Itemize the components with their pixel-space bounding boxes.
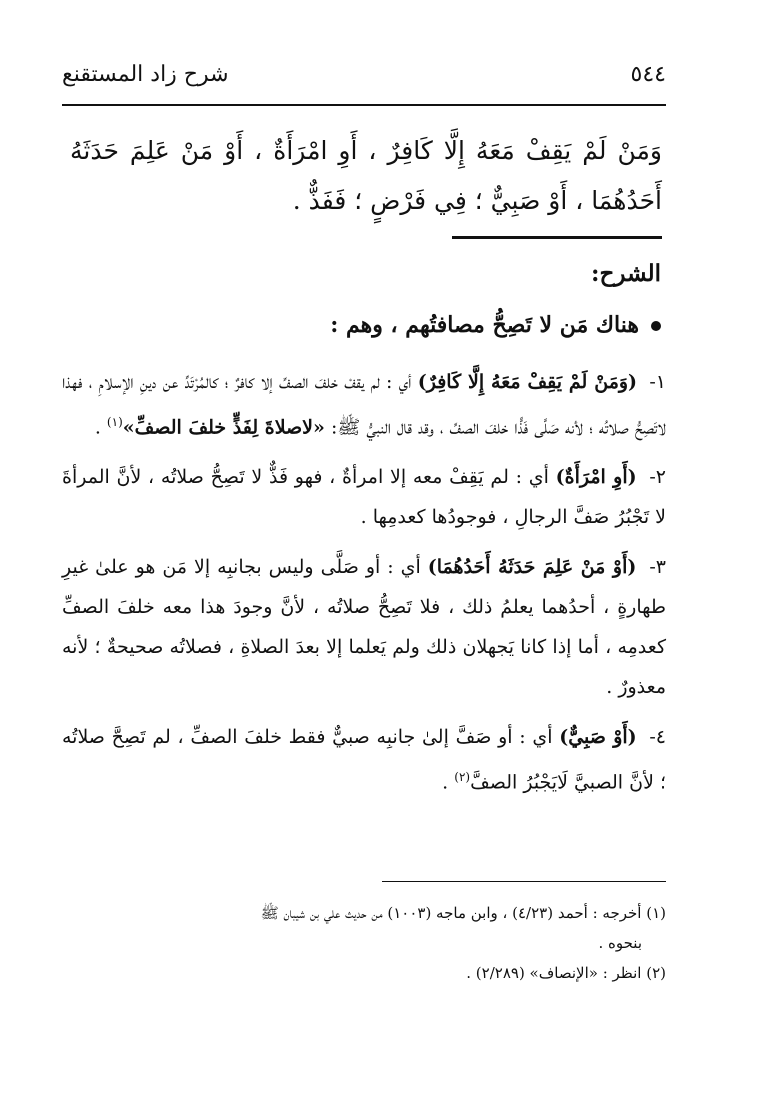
commentary-body xyxy=(62,362,666,813)
page-header xyxy=(62,62,666,102)
footnote-continuation: بنحوه . xyxy=(598,934,642,952)
commentary-paragraph xyxy=(62,717,666,802)
paragraph-lead: (وَمَنْ لَمْ يَقِفْ مَعَهُ إِلَّا كَافِرٌ) xyxy=(417,371,638,393)
footnote-ref: (١) xyxy=(106,415,123,429)
paragraph-end: . xyxy=(442,771,449,794)
paragraph-text: أي : أو صَفَّ إلىٰ جانبِه صبيٌّ فقط خلفَ الصفِّ ، لم تَصِحَّ صلاتُه ؛ لأنَّ الصبيَّ لَايَجْبُرُ الصفَّ xyxy=(62,726,666,794)
footnote xyxy=(62,898,666,958)
footnote-ref: (٢) xyxy=(454,770,471,785)
paragraph-number: ٤- xyxy=(649,726,667,749)
bullet-icon xyxy=(651,321,661,331)
page-number: ٥٤٤ xyxy=(630,62,666,87)
paragraph-number: ٢- xyxy=(649,466,666,489)
footnote-text: (١) أخرجه : أحمد (٤/٢٣) ، وابن ماجه (١٠٠٣) من حديث علي بن شيبان ﷺ xyxy=(260,904,666,922)
running-title: شرح زاد المستقنع xyxy=(62,62,229,87)
sharh-heading: الشرح: xyxy=(591,260,661,287)
paragraph-lead: (أَوْ مَنْ عَلِمَ حَدَثَهُ أَحَدُهُمَا) xyxy=(427,556,637,579)
paragraph-number: ١- xyxy=(649,371,667,393)
intro-line xyxy=(330,312,661,338)
commentary-paragraph xyxy=(62,547,666,707)
paragraph-text: أي : لم يقفْ خلفَ الصفِّ إلا كافرٌ ؛ كالمُرْتَدِّ عن دينِ الإسلامِ ، فهذا لاتَصِحُّ صلاتُه ؛ لأنه صَلَّى فَذًّا خلفَ الصفِّ ، وقد قال النبيُّ ﷺ: xyxy=(62,371,666,439)
matn-text: وَمَنْ لَمْ يَقِفْ مَعَهُ إِلَّا كَافِرٌ ، أَوِ امْرَأَةٌ ، أَوْ مَنْ عَلِمَ حَدَثَهُ أَحَدُهُمَا ، أَوْ صَبِيٌّ ؛ فِي فَرْضٍ ؛ فَفَذٌّ . xyxy=(70,136,662,215)
paragraph-lead: (أَوِ امْرَأَةٌ) xyxy=(555,466,637,489)
intro-text: هناك مَن لا تَصِحُّ مصافتُهم ، وهم : xyxy=(330,312,639,338)
footnote xyxy=(62,958,666,988)
paragraph-end: . xyxy=(94,416,101,439)
paragraph-text: أي : لم يَقِفْ معه إلا امرأةٌ ، فهو فَذٌّ لا تَصِحُّ صلاتُه ، لأنَّ المرأةَ لا تَجْبُرُ صَفَّ الرجالِ ، فوجودُها كعدمِها . xyxy=(62,466,666,529)
commentary-paragraph xyxy=(62,362,666,447)
commentary-paragraph xyxy=(62,457,666,537)
footnote-text: (٢) انظر : «الإنصاف» (٢/٢٨٩) . xyxy=(466,964,666,982)
matn-divider xyxy=(452,236,662,239)
paragraph-text: أي : أو صَلَّى وليس بجانبِه إلا مَن هو علىٰ غيرِ طهارةٍ ، أحدُهما يعلمُ ذلك ، فلا تَصِحُّ صلاتُه ، لأنَّ وجودَ هذا معه خلفَ الصفِّ كعدمِه ، أما إذا كانا يَجهلان ذلك ولم يَعلما إلا بعدَ الصلاةِ ، فصلاتُه صحيحةٌ ؛ لأنه معذورٌ . xyxy=(62,556,666,699)
paragraph-lead: (أَوْ صَبِيٌّ) xyxy=(559,726,637,749)
hadith-quote: «لاصلاةَ لِفَذٍّ خلفَ الصفِّ» xyxy=(122,416,325,439)
footnotes xyxy=(62,898,666,988)
paragraph-number: ٣- xyxy=(649,556,667,579)
footnote-divider xyxy=(382,881,666,882)
header-divider xyxy=(62,104,666,106)
